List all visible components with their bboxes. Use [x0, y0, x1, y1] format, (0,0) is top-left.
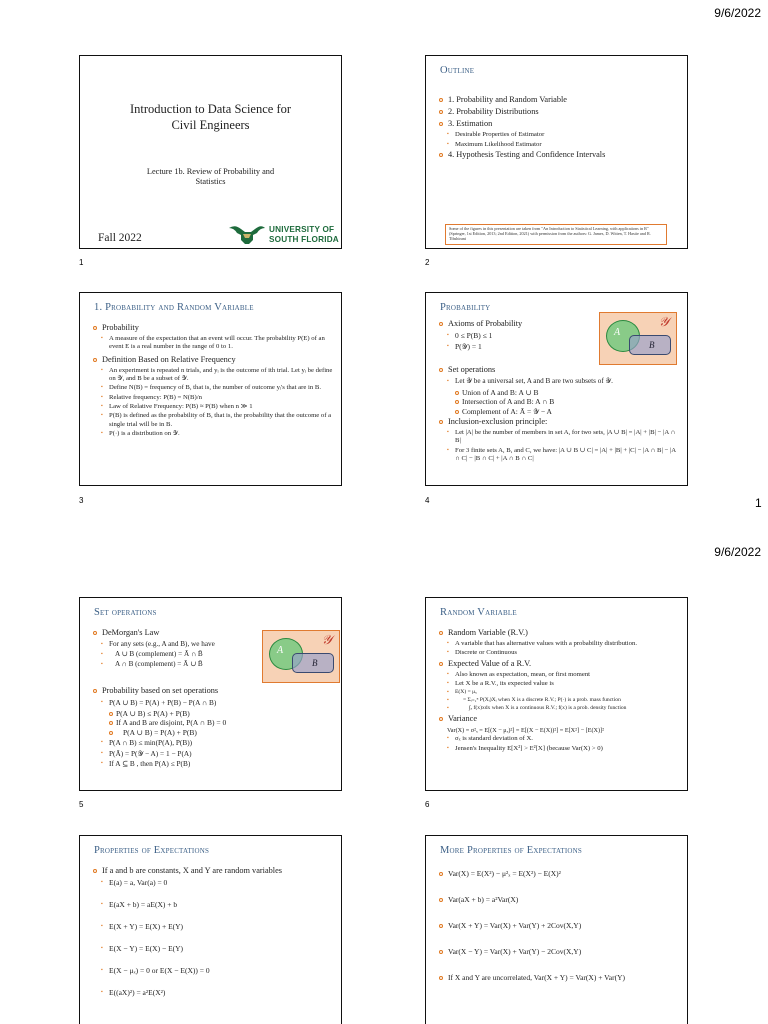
bullet-text: ▪ Relative frequency: P(B) = N(B)/n [93, 394, 335, 402]
title-line: Introduction to Data Science for [129, 102, 292, 116]
property-item: ▪ E(X + Y) = E(X) + E(Y) [93, 922, 335, 932]
bullet-heading: Variance [439, 714, 681, 725]
outline-item: 4. Hypothesis Testing and Confidence Intervals [439, 150, 681, 161]
slide-4 [425, 292, 688, 486]
slide-body-top [93, 628, 256, 670]
slide-body-top [439, 319, 597, 353]
bullet-text: ▪ P(A ∩ B) ≤ min(P(A), P(B)) [93, 738, 335, 748]
slide-body [439, 95, 681, 162]
outline-subitem: ▪ Desirable Properties of Estimator [439, 131, 681, 139]
slide-number: 4 [425, 496, 430, 505]
slide-number: 3 [79, 496, 84, 505]
title-line: Civil Engineers [171, 118, 250, 132]
bullet-heading: Expected Value of a R.V. [439, 659, 681, 670]
formula-line: ▪ A ∩ B (complement) = Ā ∪ B̄ [93, 660, 256, 669]
outline-item: 3. Estimation [439, 119, 681, 130]
outline-item: 2. Probability Distributions [439, 107, 681, 118]
slide-title: Probability [440, 302, 491, 313]
bullet-text: ▪ Law of Relative Frequency: P(B) ≈ P(B) when n ≫ 1 [93, 403, 335, 411]
property-item: ▪ E(aX + b) = aE(X) + b [93, 900, 335, 910]
slide-title: 1. Probability and Random Variable [94, 302, 254, 313]
attribution-note: Some of the figures in this presentation are taken from "An Introduction to Statistical Learning, with applications in R" (Springer, 1st Edition, 2013; 2nd Edition, 2021) with permission from the authors: G. James, D. Witten, T. Hastie and R. Tibshirani [445, 224, 667, 245]
bullet-text: ▪ For any sets (e.g., A and B), we have [93, 640, 256, 649]
slide-6 [425, 597, 688, 791]
slide-8 [425, 835, 688, 1024]
bullet-text: ▪ Also known as expectation, mean, or first moment [439, 671, 681, 679]
slide-body [93, 686, 335, 770]
slide-number: 6 [425, 800, 430, 809]
bull-logo-icon [227, 222, 267, 248]
slide-title: Set operations [94, 607, 157, 618]
slide-number: 2 [425, 258, 430, 267]
logo-text: UNIVERSITY OF [269, 225, 335, 234]
property-item: Var(X − Y) = Var(X) + Var(Y) − 2Cov(X,Y) [439, 947, 681, 958]
slide-body [93, 323, 335, 439]
bullet-heading: Inclusion-exclusion principle: [439, 417, 681, 428]
slide-title: Outline [440, 65, 475, 76]
bullet-heading: Probability [93, 323, 335, 334]
property-item: Var(X) = E(X²) − μ²ₓ = E(X²) − E(X)² [439, 869, 681, 880]
bullet-text: If A and B are disjoint, P(A ∩ B) = 0 [93, 718, 335, 728]
usf-logo [227, 222, 341, 248]
slide-subtitle [80, 167, 341, 187]
formula-line: Var(X) = σ²ₓ = E[(X − μₓ)²] = E[(X − E(X))²] = E[X²] − [E(X)]² [447, 727, 604, 735]
bullet-heading: Set operations [439, 365, 681, 376]
formula-line: ▪ = Σᵢ₌₁ⁿ P(Xᵢ)Xᵢ when X is a discrete R.V.; P(·) is a prob. mass function [439, 697, 681, 704]
slide-number: 1 [79, 258, 84, 267]
bullet-heading: If a and b are constants, X and Y are random variables [93, 866, 335, 877]
property-item: Var(aX + b) = a²Var(X) [439, 895, 681, 906]
bullet-text: ▪ Jensen's Inequality E[X²] > E²[X] (because Var(X) > 0) [439, 745, 681, 753]
bullet-text: P(A ∪ B) = P(A) + P(B) [93, 728, 335, 738]
bullet-text: ▪ P(Ā) = P(𝒴 − A) = 1 − P(A) [93, 749, 335, 759]
page-number: 1 [755, 496, 762, 510]
formula-line: ▪ E(X) = μₓ [439, 689, 681, 696]
bullet-text: Complement of A: Ā = 𝒴 − A [439, 407, 681, 417]
slide-body [439, 628, 681, 754]
slide-body [439, 869, 681, 985]
slide-7 [79, 835, 342, 1024]
bullet-text: ▪ P(B) is defined as the probability of B, that is, the probability that the outcome of a single trial will be in B. [93, 412, 335, 429]
bullet-text: ▪ Define N(B) = frequency of B, that is, the number of outcome yᵢ's that are in B. [93, 384, 335, 392]
bullet-text: ▪ P(A ∪ B) = P(A) + P(B) − P(A ∩ B) [93, 698, 335, 708]
outline-item: 1. Probability and Random Variable [439, 95, 681, 106]
bullet-text: ▪ σₓ is standard deviation of X. [439, 735, 681, 743]
slide-title: Properties of Expectations [94, 845, 210, 856]
set-b-label: B [649, 340, 655, 350]
universal-set-label: 𝒴 [321, 633, 332, 648]
slide-title: Random Variable [440, 607, 517, 618]
logo-text: SOUTH FLORIDA [269, 234, 339, 244]
bullet-text: ▪ A variable that has alternative values with a probability distribution. [439, 640, 681, 648]
property-item: ▪ E(X − Y) = E(X) − E(Y) [93, 944, 335, 954]
bullet-text: Intersection of A and B: A ∩ B [439, 397, 681, 407]
slide-body [439, 365, 681, 465]
bullet-text: ▪ A measure of the expectation that an event will occur. The probability P(E) of an event E is a real number in the range of 0 to 1. [93, 335, 335, 352]
bullet-text: ▪ Discrete or Continuous [439, 649, 681, 657]
slide-title: More Properties of Expectations [440, 845, 583, 856]
bullet-text: P(A ∪ B) ≤ P(A) + P(B) [93, 709, 335, 719]
bullet-text: ▪ P(𝒴) = 1 [439, 342, 597, 352]
bullet-text: ▪ For 3 finite sets A, B, and C, we have: |A ∪ B ∪ C| = |A| + |B| + |C| − |A ∩ B| − |A ∩ C| − |B ∩ C| + |A ∩ B ∩ C| [439, 447, 681, 464]
bullet-text: ▪ Let X be a R.V., its expected value is [439, 680, 681, 688]
page-date: 9/6/2022 [714, 6, 761, 20]
property-item: ▪ E(a) = a, Var(a) = 0 [93, 878, 335, 888]
formula-line: ▪ A ∪ B (complement) = Ā ∩ B̄ [93, 650, 256, 659]
property-item: Var(X + Y) = Var(X) + Var(Y) + 2Cov(X,Y) [439, 921, 681, 932]
slide-body [93, 866, 335, 999]
bullet-text: Union of A and B: A ∪ B [439, 388, 681, 398]
subtitle-line: Lecture 1b. Review of Probability and [146, 167, 275, 176]
property-item: ▪ E(X − μₓ) = 0 or E(X − E(X)) = 0 [93, 966, 335, 976]
bullet-text: ▪ 0 ≤ P(B) ≤ 1 [439, 331, 597, 341]
subtitle-line: Statistics [195, 177, 226, 186]
set-b-label: B [312, 658, 318, 668]
slide-2 [425, 55, 688, 249]
bullet-heading: Probability based on set operations [93, 686, 335, 697]
bullet-text: ▪ Let |A| be the number of members in set A, for two sets, |A ∪ B| = |A| + |B| − |A ∩ B| [439, 429, 681, 446]
set-a-label: A [277, 645, 284, 656]
bullet-heading: Definition Based on Relative Frequency [93, 355, 335, 366]
slide-3 [79, 292, 342, 486]
bullet-text: ▪ P(·) is a distribution on 𝒴. [93, 430, 335, 438]
outline-subitem: ▪ Maximum Likelihood Estimator [439, 141, 681, 149]
page-date: 9/6/2022 [714, 545, 761, 559]
bullet-heading: Axioms of Probability [439, 319, 597, 330]
property-item: ▪ E((aX)²) = a²E(X²) [93, 988, 335, 998]
slide-5 [79, 597, 342, 791]
property-item: If X and Y are uncorrelated, Var(X + Y) = Var(X) + Var(Y) [439, 973, 681, 984]
universal-set-label: 𝒴 [658, 315, 669, 330]
slide-1 [79, 55, 342, 249]
venn-diagram [599, 312, 677, 365]
bullet-heading: Random Variable (R.V.) [439, 628, 681, 639]
bullet-text: ▪ Let 𝒴 be a universal set, A and B are two subsets of 𝒴. [439, 377, 681, 387]
bullet-heading: DeMorgan's Law [93, 628, 256, 639]
formula-line: ▪ ∫ₓ f(x)xdx when X is a continuous R.V.; f(x) is a prob. density function [439, 705, 681, 712]
venn-diagram [262, 630, 340, 683]
bullet-text: ▪ If A ⊆ B , then P(A) ≤ P(B) [93, 759, 335, 769]
set-a-label: A [614, 327, 621, 338]
term-label: Fall 2022 [98, 232, 142, 244]
slide-number: 5 [79, 800, 84, 809]
slide-title [80, 101, 341, 133]
bullet-text: ▪ An experiment is repeated n trials, and yᵢ is the outcome of ith trial. Let yᵢ be define on 𝒴, and B be a subset of 𝒴. [93, 367, 335, 384]
